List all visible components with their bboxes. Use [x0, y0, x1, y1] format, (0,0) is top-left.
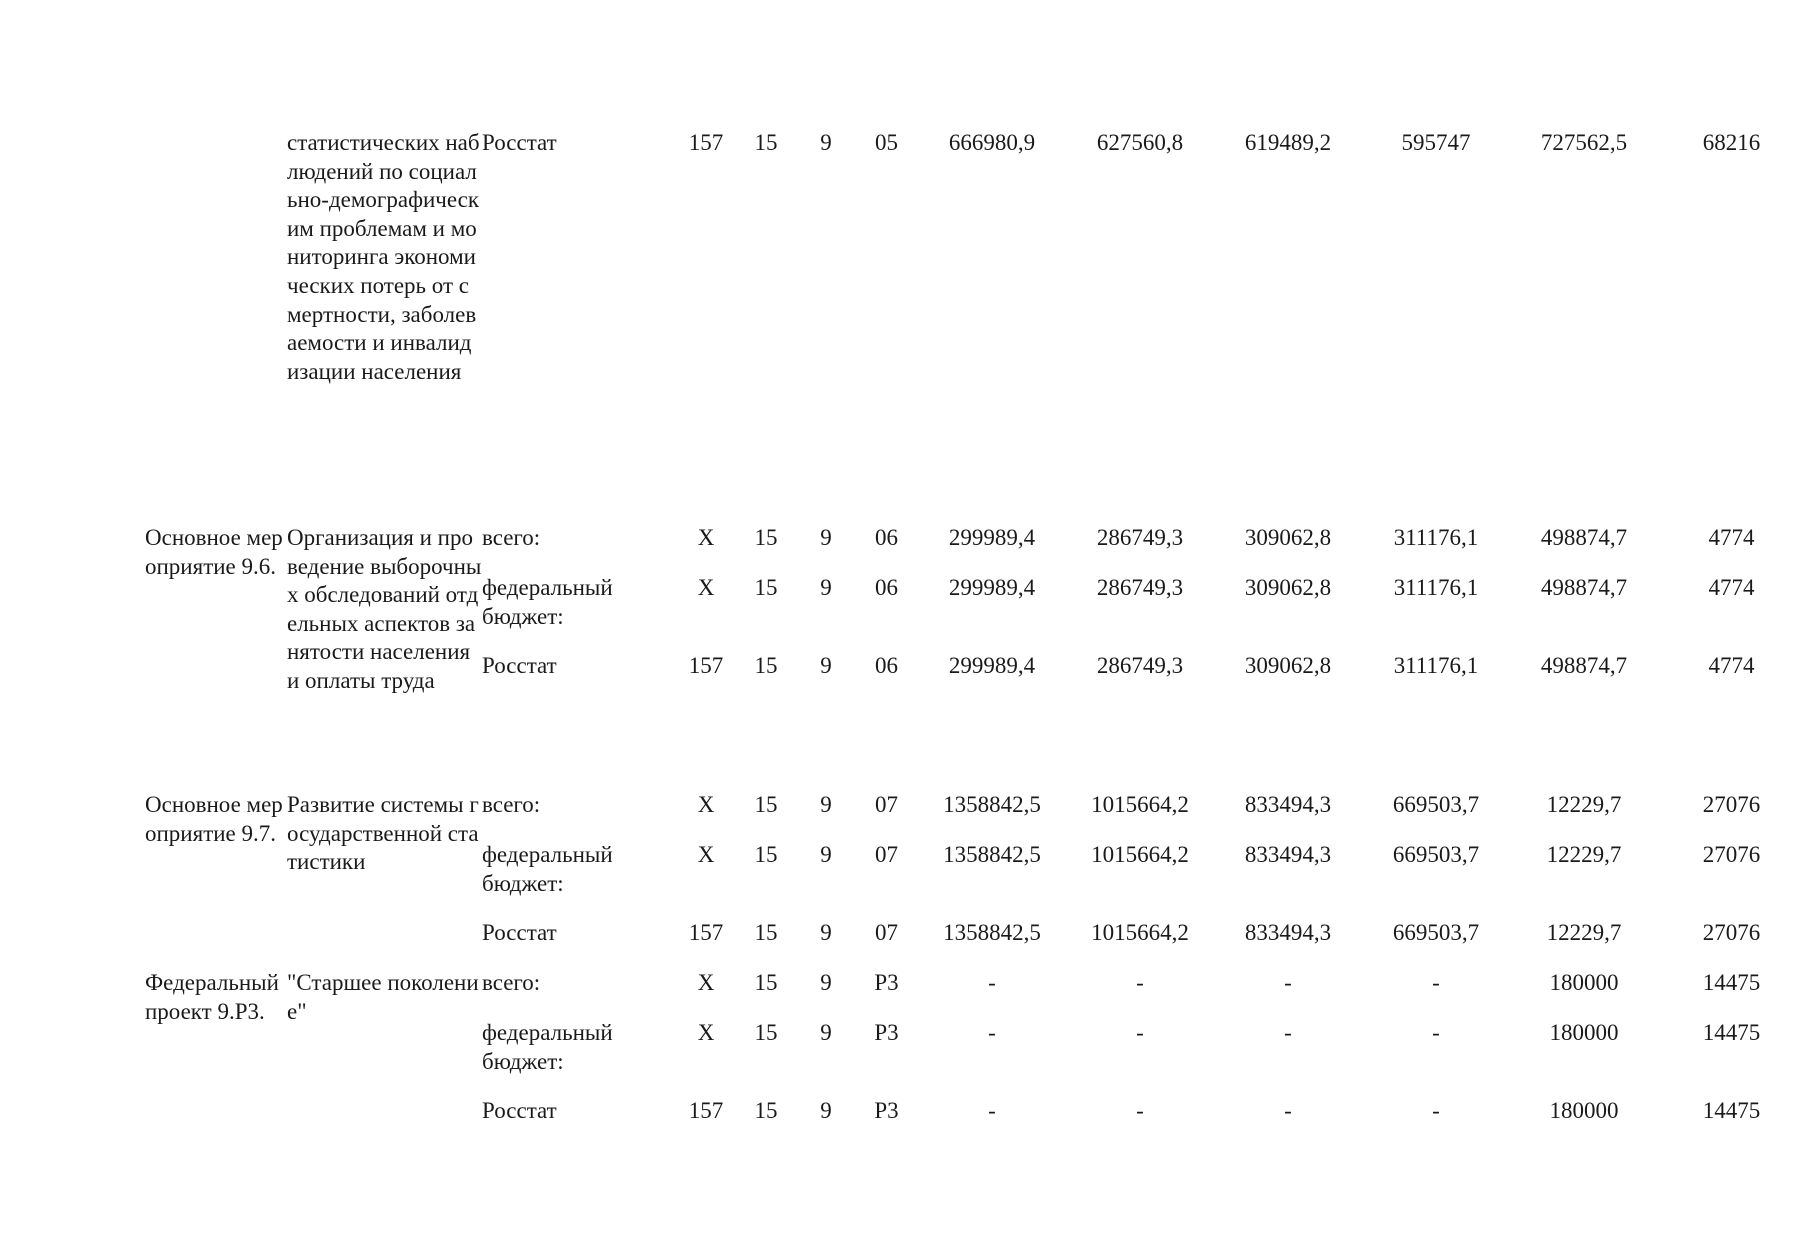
cell-v6: 27076 — [1702, 920, 1761, 945]
cell-v2: - — [1136, 970, 1144, 995]
table-row — [145, 129, 1805, 524]
cell-v2: 1015664,2 — [1091, 920, 1189, 945]
cell-gp: 15 — [754, 130, 778, 155]
cell-v6: 27076 — [1702, 842, 1761, 867]
cell-v5: 12229,7 — [1546, 842, 1622, 867]
row-type-cell — [145, 129, 287, 524]
cell-grbs: X — [697, 1020, 715, 1045]
cell-v2: - — [1136, 1020, 1144, 1045]
cell-v3: 833494,3 — [1244, 920, 1332, 945]
cell-om: 07 — [875, 792, 898, 817]
row-name-cell: "Старшее поколение" — [287, 970, 479, 1024]
cell-v4: 669503,7 — [1392, 842, 1480, 867]
cell-v4: 311176,1 — [1393, 575, 1479, 600]
cell-grbs: X — [697, 792, 715, 817]
cell-v3: 833494,3 — [1244, 842, 1332, 867]
cell-gp: 15 — [754, 792, 778, 817]
funding-source-cell: федеральный бюджет: — [482, 575, 613, 629]
cell-gp: 15 — [754, 1098, 778, 1123]
cell-pgp: 9 — [820, 130, 832, 155]
cell-om: 05 — [875, 130, 898, 155]
cell-grbs: 157 — [688, 920, 724, 945]
cell-gp: 15 — [754, 525, 778, 550]
table-row — [145, 969, 1805, 1019]
cell-v4: - — [1432, 1020, 1440, 1045]
cell-gp: 15 — [754, 575, 778, 600]
cell-v4: 311176,1 — [1393, 525, 1479, 550]
table-row — [145, 524, 1805, 574]
cell-gp: 15 — [754, 653, 778, 678]
row-name-cell: Развитие системы государственной статистики — [287, 792, 479, 875]
cell-v3: 619489,2 — [1244, 130, 1332, 155]
cell-v6: 68216 — [1702, 130, 1761, 155]
cell-v2: 1015664,2 — [1091, 792, 1189, 817]
cell-v5: 727562,5 — [1540, 130, 1628, 155]
cell-v2: 286749,3 — [1096, 575, 1184, 600]
cell-v1: - — [988, 1020, 996, 1045]
cell-grbs: 157 — [688, 1098, 724, 1123]
cell-v5: 180000 — [1549, 1098, 1619, 1123]
funding-source-cell: Росстат — [482, 1098, 557, 1123]
cell-v6: 27076 — [1702, 792, 1761, 817]
budget-table — [145, 129, 1805, 1147]
cell-gp: 15 — [754, 842, 778, 867]
cell-v4: 595747 — [1401, 130, 1471, 155]
cell-v2: 1015664,2 — [1091, 842, 1189, 867]
cell-v6: 14475 — [1702, 1098, 1761, 1123]
cell-grbs: 157 — [688, 653, 724, 678]
row-type-cell: Основное мероприятие 9.7. — [145, 792, 283, 846]
table-row — [145, 791, 1805, 841]
cell-v4: 669503,7 — [1392, 792, 1480, 817]
cell-grbs: X — [697, 970, 715, 995]
cell-om: Р3 — [874, 1098, 899, 1123]
cell-pgp: 9 — [820, 525, 832, 550]
cell-v1: 1358842,5 — [943, 842, 1041, 867]
row-name-cell: статистических наблюдений по социально-демографическим проблемам и мониторинга экономических потерь от смертности, заболеваемости и инвалидизации населения — [287, 130, 480, 384]
cell-v3: 309062,8 — [1244, 575, 1332, 600]
funding-source-cell: Росстат — [482, 653, 557, 678]
cell-v2: - — [1136, 1098, 1144, 1123]
funding-source-cell: всего: — [482, 525, 541, 550]
cell-pgp: 9 — [820, 653, 832, 678]
cell-v1: 1358842,5 — [943, 792, 1041, 817]
cell-v1: 299989,4 — [948, 653, 1036, 678]
cell-v6: 4774 — [1708, 653, 1755, 678]
cell-v1: 666980,9 — [948, 130, 1036, 155]
cell-v3: 309062,8 — [1244, 653, 1332, 678]
cell-grbs: 157 — [688, 130, 724, 155]
cell-v6: 4774 — [1708, 525, 1755, 550]
cell-om: 07 — [875, 920, 898, 945]
cell-pgp: 9 — [820, 1098, 832, 1123]
cell-om: 06 — [875, 653, 898, 678]
cell-v1: - — [988, 1098, 996, 1123]
cell-v1: - — [988, 970, 996, 995]
row-type-cell: Основное мероприятие 9.6. — [145, 525, 283, 579]
cell-om: 06 — [875, 525, 898, 550]
cell-v2: 286749,3 — [1096, 653, 1184, 678]
cell-v4: - — [1432, 970, 1440, 995]
cell-grbs: X — [697, 842, 715, 867]
cell-pgp: 9 — [820, 842, 832, 867]
cell-v3: - — [1284, 970, 1292, 995]
cell-pgp: 9 — [820, 792, 832, 817]
cell-om: 07 — [875, 842, 898, 867]
cell-gp: 15 — [754, 1020, 778, 1045]
cell-v5: 498874,7 — [1540, 525, 1628, 550]
funding-source-cell: всего: — [482, 970, 541, 995]
cell-pgp: 9 — [820, 970, 832, 995]
cell-v5: 498874,7 — [1540, 575, 1628, 600]
cell-v4: 311176,1 — [1393, 653, 1479, 678]
cell-v2: 627560,8 — [1096, 130, 1184, 155]
cell-v5: 180000 — [1549, 970, 1619, 995]
cell-v5: 180000 — [1549, 1020, 1619, 1045]
cell-om: 06 — [875, 575, 898, 600]
cell-v6: 14475 — [1702, 1020, 1761, 1045]
cell-v3: 309062,8 — [1244, 525, 1332, 550]
cell-gp: 15 — [754, 920, 778, 945]
row-name-cell: Организация и проведение выборочных обследований отдельных аспектов занятости населения и оплаты труда — [287, 525, 482, 693]
cell-v4: 669503,7 — [1392, 920, 1480, 945]
funding-source-cell: Росстат — [482, 920, 557, 945]
cell-gp: 15 — [754, 970, 778, 995]
cell-v1: 299989,4 — [948, 575, 1036, 600]
cell-v6: 14475 — [1702, 970, 1761, 995]
cell-v3: - — [1284, 1020, 1292, 1045]
budget-table-body — [145, 129, 1805, 1147]
cell-v5: 498874,7 — [1540, 653, 1628, 678]
cell-pgp: 9 — [820, 1020, 832, 1045]
cell-om: Р3 — [874, 970, 899, 995]
funding-source-cell: Росстат — [482, 130, 557, 155]
funding-source-cell: всего: — [482, 792, 541, 817]
cell-v3: - — [1284, 1098, 1292, 1123]
cell-v4: - — [1432, 1098, 1440, 1123]
funding-source-cell: федеральный бюджет: — [482, 842, 613, 896]
cell-v1: 1358842,5 — [943, 920, 1041, 945]
cell-v2: 286749,3 — [1096, 525, 1184, 550]
row-type-cell: Федеральный проект 9.Р3. — [145, 970, 279, 1024]
cell-pgp: 9 — [820, 575, 832, 600]
cell-om: Р3 — [874, 1020, 899, 1045]
cell-grbs: X — [697, 525, 715, 550]
cell-pgp: 9 — [820, 920, 832, 945]
funding-source-cell: федеральный бюджет: — [482, 1020, 613, 1074]
cell-grbs: X — [697, 575, 715, 600]
cell-v5: 12229,7 — [1546, 792, 1622, 817]
cell-v5: 12229,7 — [1546, 920, 1622, 945]
cell-v3: 833494,3 — [1244, 792, 1332, 817]
cell-v6: 4774 — [1708, 575, 1755, 600]
cell-v1: 299989,4 — [948, 525, 1036, 550]
